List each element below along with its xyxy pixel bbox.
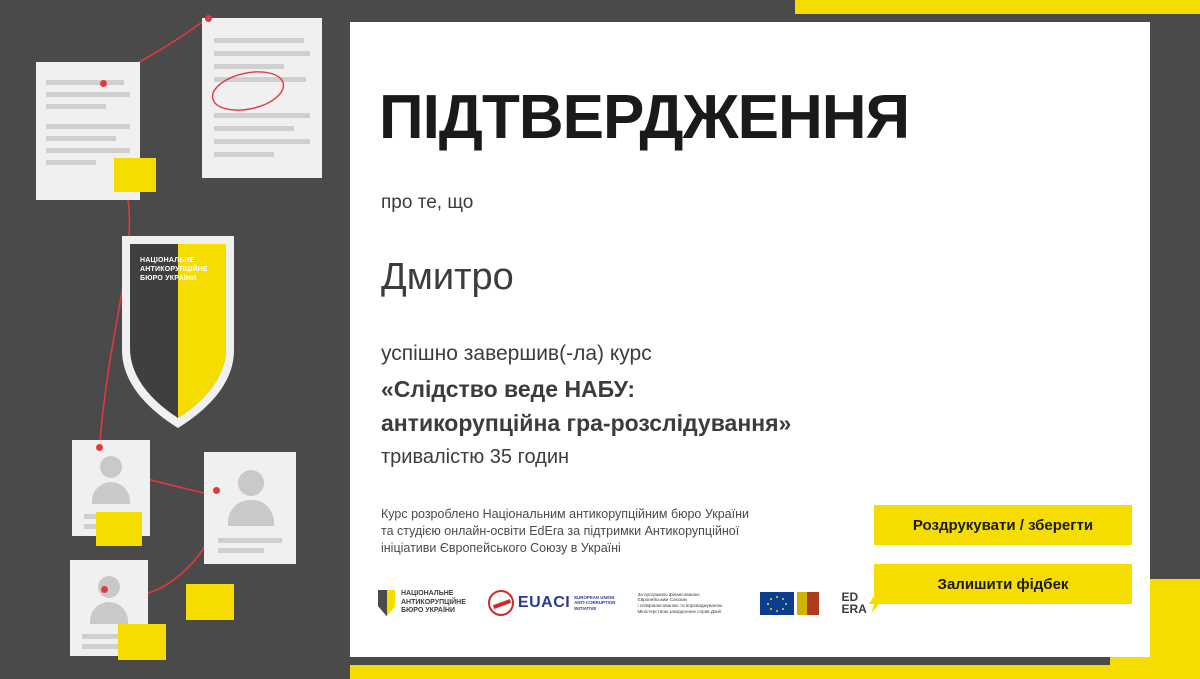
edera-spark-icon — [869, 593, 881, 613]
nabu-shield-icon — [378, 590, 395, 616]
document-shape — [202, 18, 322, 178]
yellow-top-bar — [795, 0, 1200, 14]
print-save-button[interactable]: Роздрукувати / зберегти — [874, 505, 1132, 545]
disclaimer-text — [381, 506, 851, 557]
pin-dot-icon — [100, 80, 107, 87]
pin-dot-icon — [101, 586, 108, 593]
person-card-shape — [204, 452, 296, 564]
sticky-note-shape — [114, 158, 156, 192]
euaci-subtitle: EUROPEAN UNION ANTI-CORRUPTION INITIATIVE — [574, 594, 616, 611]
euaci-name: EUACI — [517, 594, 571, 611]
shield-label: НАЦІОНАЛЬНЕ АНТИКОРУПЦІЙНЕ БЮРО УКРАЇНИ — [140, 257, 208, 282]
eu-flag-icon — [760, 592, 794, 615]
completion-label: успішно завершив(-ла) курс — [381, 342, 652, 365]
course-name-line-1: «Слідство веде НАБУ: — [381, 376, 636, 402]
course-name-line-2: антикорупційна гра-розслідування» — [381, 410, 792, 436]
sticky-note-shape — [186, 584, 234, 620]
danish-ministry-icon — [797, 592, 819, 615]
pin-dot-icon — [213, 487, 220, 494]
certificate-card — [350, 22, 1150, 657]
nabu-shield-icon — [118, 232, 238, 432]
recipient-name: Дмитро — [381, 256, 514, 298]
sticky-note-shape — [96, 512, 142, 546]
red-circle-annotation-icon — [202, 18, 322, 178]
edera-logo — [841, 591, 880, 615]
disclaimer-line-1: Курс розроблено Національним антикорупційним бюро України — [381, 507, 749, 521]
eu-funding-note: За програмою фінансованою Європейським Союзом і співфінансованою та впроваджуваною Міністерством закордонних справ Данії — [637, 591, 723, 614]
course-duration: тривалістю 35 годин — [381, 446, 570, 468]
page-title: ПІДТВЕРДЖЕННЯ — [379, 83, 910, 152]
about-label: про те, що — [381, 192, 474, 213]
edera-logo-text: ED ERA — [841, 590, 867, 616]
disclaimer-line-3: ініціативи Європейського Союзу в Україні — [381, 541, 621, 555]
leave-feedback-button[interactable]: Залишити фідбек — [874, 564, 1132, 604]
nabu-logo-text: НАЦІОНАЛЬНЕ АНТИКОРУПЦІЙНЕ БЮРО УКРАЇНИ — [401, 590, 466, 615]
euaci-logo — [488, 590, 616, 616]
pin-dot-icon — [96, 444, 103, 451]
decorative-illustration-panel — [0, 0, 350, 679]
partner-logos-row — [378, 574, 881, 632]
sticky-note-shape — [118, 624, 166, 660]
nabu-logo — [378, 590, 466, 616]
euaci-mark-icon — [488, 590, 514, 616]
course-name — [381, 372, 791, 440]
eu-funding-logo — [637, 592, 819, 615]
disclaimer-line-2: та студією онлайн-освіти EdEra за підтримки Антикорупційної — [381, 524, 740, 538]
pin-dot-icon — [205, 15, 212, 22]
